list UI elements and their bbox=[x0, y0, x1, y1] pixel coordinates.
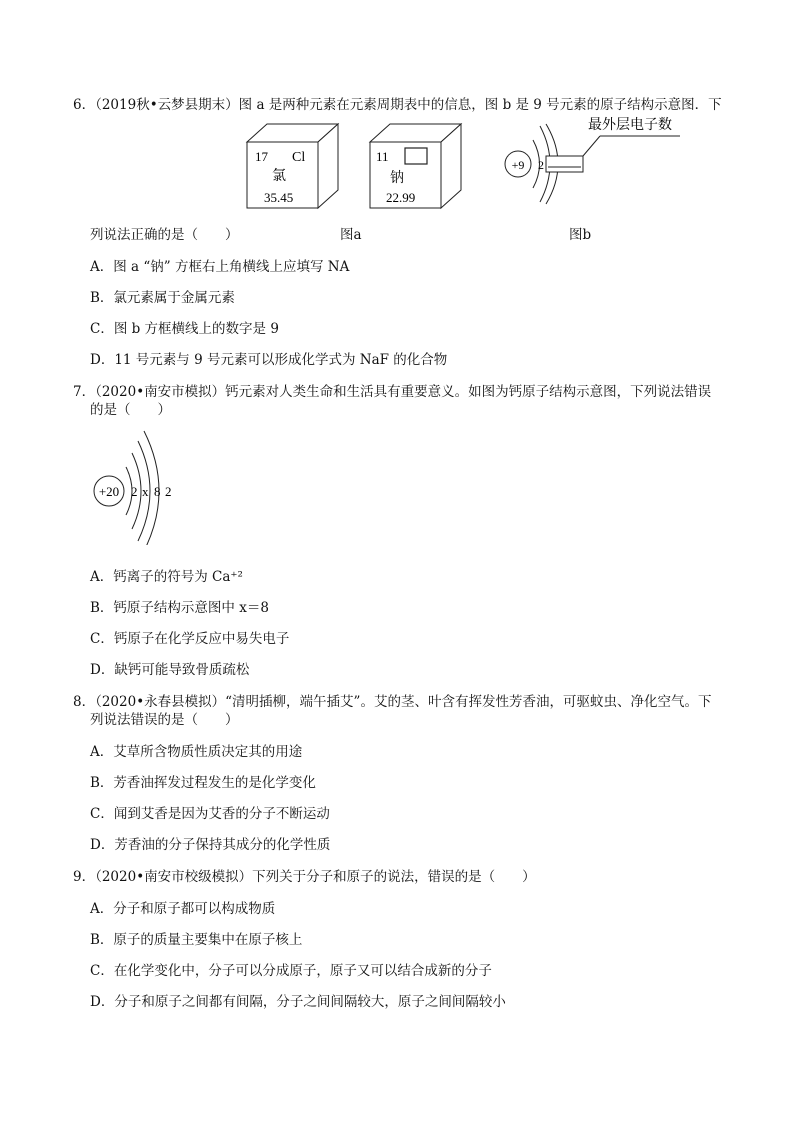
q8-option-c: C．闻到艾香是因为艾香的分子不断运动 bbox=[90, 806, 330, 822]
calcium-shell-3: 8 bbox=[154, 484, 161, 499]
q9-stem-line1: 9．（2020•南安市校级模拟）下列关于分子和原子的说法，错误的是（ ） bbox=[73, 869, 536, 885]
na-atomic-number: 11 bbox=[376, 149, 389, 164]
cl-atomic-mass: 35.45 bbox=[264, 190, 294, 205]
q7-option-d: D．缺钙可能导致骨质疏松 bbox=[90, 662, 250, 678]
na-symbol-blank-box bbox=[405, 148, 427, 164]
q7-stem-line1: 7．（2020•南安市模拟）钙元素对人类生命和生活具有重要意义。如图为钙原子结构示意图，下列说法错误 bbox=[73, 384, 712, 400]
q8-option-a: A．艾草所含物质性质决定其的用途 bbox=[90, 744, 303, 760]
q6-stem-line1: 6．（2019秋•云梦县期末）图 a 是两种元素在元素周期表中的信息，图 b 是 9 号元素的原子结构示意图．下 bbox=[73, 97, 722, 113]
fluorine-nucleus-charge: +9 bbox=[511, 158, 525, 172]
q9-option-c: C．在化学变化中，分子可以分成原子，原子又可以结合成新的分子 bbox=[90, 963, 492, 979]
q8-option-b: B．芳香油挥发过程发生的是化学变化 bbox=[90, 775, 316, 791]
q8-option-d: D．芳香油的分子保持其成分的化学性质 bbox=[90, 837, 331, 853]
q6-option-b: B．氯元素属于金属元素 bbox=[90, 290, 235, 306]
calcium-shell-1: 2 bbox=[131, 484, 138, 499]
q6-option-c: C．图 b 方框横线上的数字是 9 bbox=[90, 321, 279, 337]
cl-symbol: Cl bbox=[292, 150, 306, 165]
q6-option-a: A．图 a “钠” 方框右上角横线上应填写 NA bbox=[90, 259, 350, 275]
q6-option-d: D．11 号元素与 9 号元素可以形成化学式为 NaF 的化合物 bbox=[90, 352, 448, 368]
figure-b-caption: 图b bbox=[569, 227, 592, 243]
figure-a-caption: 图a bbox=[340, 227, 362, 243]
outermost-electrons-label: 最外层电子数 bbox=[588, 118, 672, 133]
calcium-shell-4: 2 bbox=[165, 484, 172, 499]
q8-stem-line1: 8．（2020•永春县模拟）“清明插柳，端午插艾”。艾的茎、叶含有挥发性芳香油，可驱蚊虫、净化空气。下 bbox=[73, 694, 712, 710]
q6-figure-a bbox=[240, 120, 470, 215]
calcium-shell-2: x bbox=[142, 484, 149, 499]
q7-option-a: A．钙离子的符号为 Ca⁺² bbox=[90, 569, 243, 585]
element-cell-chlorine bbox=[247, 124, 338, 208]
na-atomic-mass: 22.99 bbox=[386, 190, 416, 205]
q9-option-d: D．分子和原子之间都有间隔，分子之间间隔较大，原子之间间隔较小 bbox=[90, 994, 506, 1010]
fluorine-inner-shell: 2 bbox=[538, 158, 544, 172]
na-name: 钠 bbox=[390, 171, 404, 186]
cl-atomic-number: 17 bbox=[255, 149, 268, 164]
outer-shell-blank-box bbox=[546, 156, 583, 172]
q7-option-c: C．钙原子在化学反应中易失电子 bbox=[90, 631, 290, 647]
q7-stem-line2: 的是（ ） bbox=[90, 402, 171, 418]
q9-option-b: B．原子的质量主要集中在原子核上 bbox=[90, 932, 303, 948]
q6-stem-line2: 列说法正确的是（ ） bbox=[90, 227, 239, 243]
q6-figure-b bbox=[500, 112, 700, 212]
cl-name: 氯 bbox=[272, 169, 286, 184]
q7-option-b: B．钙原子结构示意图中 x＝8 bbox=[90, 600, 269, 616]
q7-calcium-atom-figure bbox=[90, 425, 200, 545]
q9-option-a: A．分子和原子都可以构成物质 bbox=[90, 901, 276, 917]
element-cell-sodium bbox=[370, 124, 461, 208]
calcium-nucleus-charge: +20 bbox=[98, 484, 120, 499]
q8-stem-line2: 列说法错误的是（ ） bbox=[90, 712, 239, 728]
